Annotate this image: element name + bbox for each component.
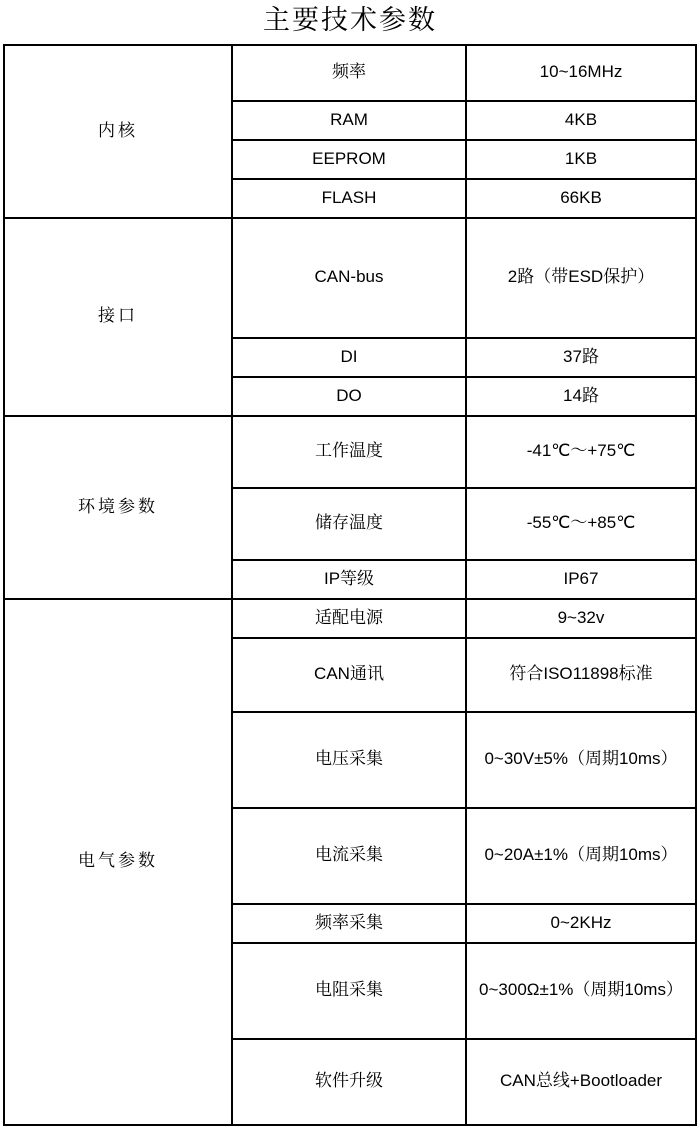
item-label: 工作温度 (232, 416, 466, 488)
group-label-environment: 环境参数 (4, 416, 232, 599)
item-label: CAN-bus (232, 218, 466, 338)
item-value: 37路 (466, 338, 696, 377)
item-label: 电压采集 (232, 712, 466, 808)
item-value: 符合ISO11898标准 (466, 638, 696, 712)
table-row (4, 599, 696, 638)
group-label-core: 内核 (4, 45, 232, 218)
item-label: IP等级 (232, 560, 466, 599)
page-title: 主要技术参数 (263, 5, 437, 35)
item-label: EEPROM (232, 140, 466, 179)
item-value: 4KB (466, 101, 696, 140)
item-label: DI (232, 338, 466, 377)
item-label: 电流采集 (232, 808, 466, 904)
item-label: 软件升级 (232, 1039, 466, 1125)
item-value: 0~300Ω±1%（周期10ms） (466, 943, 696, 1039)
table-row (4, 416, 696, 488)
item-value: -41℃～+75℃ (466, 416, 696, 488)
item-value: CAN总线+Bootloader (466, 1039, 696, 1125)
group-label-electrical: 电气参数 (4, 599, 232, 1125)
table-row (4, 218, 696, 338)
table-body (4, 45, 696, 1125)
item-label: 适配电源 (232, 599, 466, 638)
table-row (4, 45, 696, 101)
item-value: 1KB (466, 140, 696, 179)
item-value: 66KB (466, 179, 696, 218)
item-label: 频率 (232, 45, 466, 101)
item-value: 10~16MHz (466, 45, 696, 101)
group-label-interface: 接口 (4, 218, 232, 416)
item-value: 9~32v (466, 599, 696, 638)
item-label: CAN通讯 (232, 638, 466, 712)
item-value: 2路（带ESD保护） (466, 218, 696, 338)
item-value: 0~30V±5%（周期10ms） (466, 712, 696, 808)
item-label: 电阻采集 (232, 943, 466, 1039)
item-value: IP67 (466, 560, 696, 599)
item-label: 频率采集 (232, 904, 466, 943)
item-value: 14路 (466, 377, 696, 416)
item-value: -55℃～+85℃ (466, 488, 696, 560)
item-value: 0~20A±1%（周期10ms） (466, 808, 696, 904)
item-label: RAM (232, 101, 466, 140)
specification-table (3, 44, 697, 1126)
item-label: DO (232, 377, 466, 416)
item-label: 储存温度 (232, 488, 466, 560)
item-label: FLASH (232, 179, 466, 218)
item-value: 0~2KHz (466, 904, 696, 943)
